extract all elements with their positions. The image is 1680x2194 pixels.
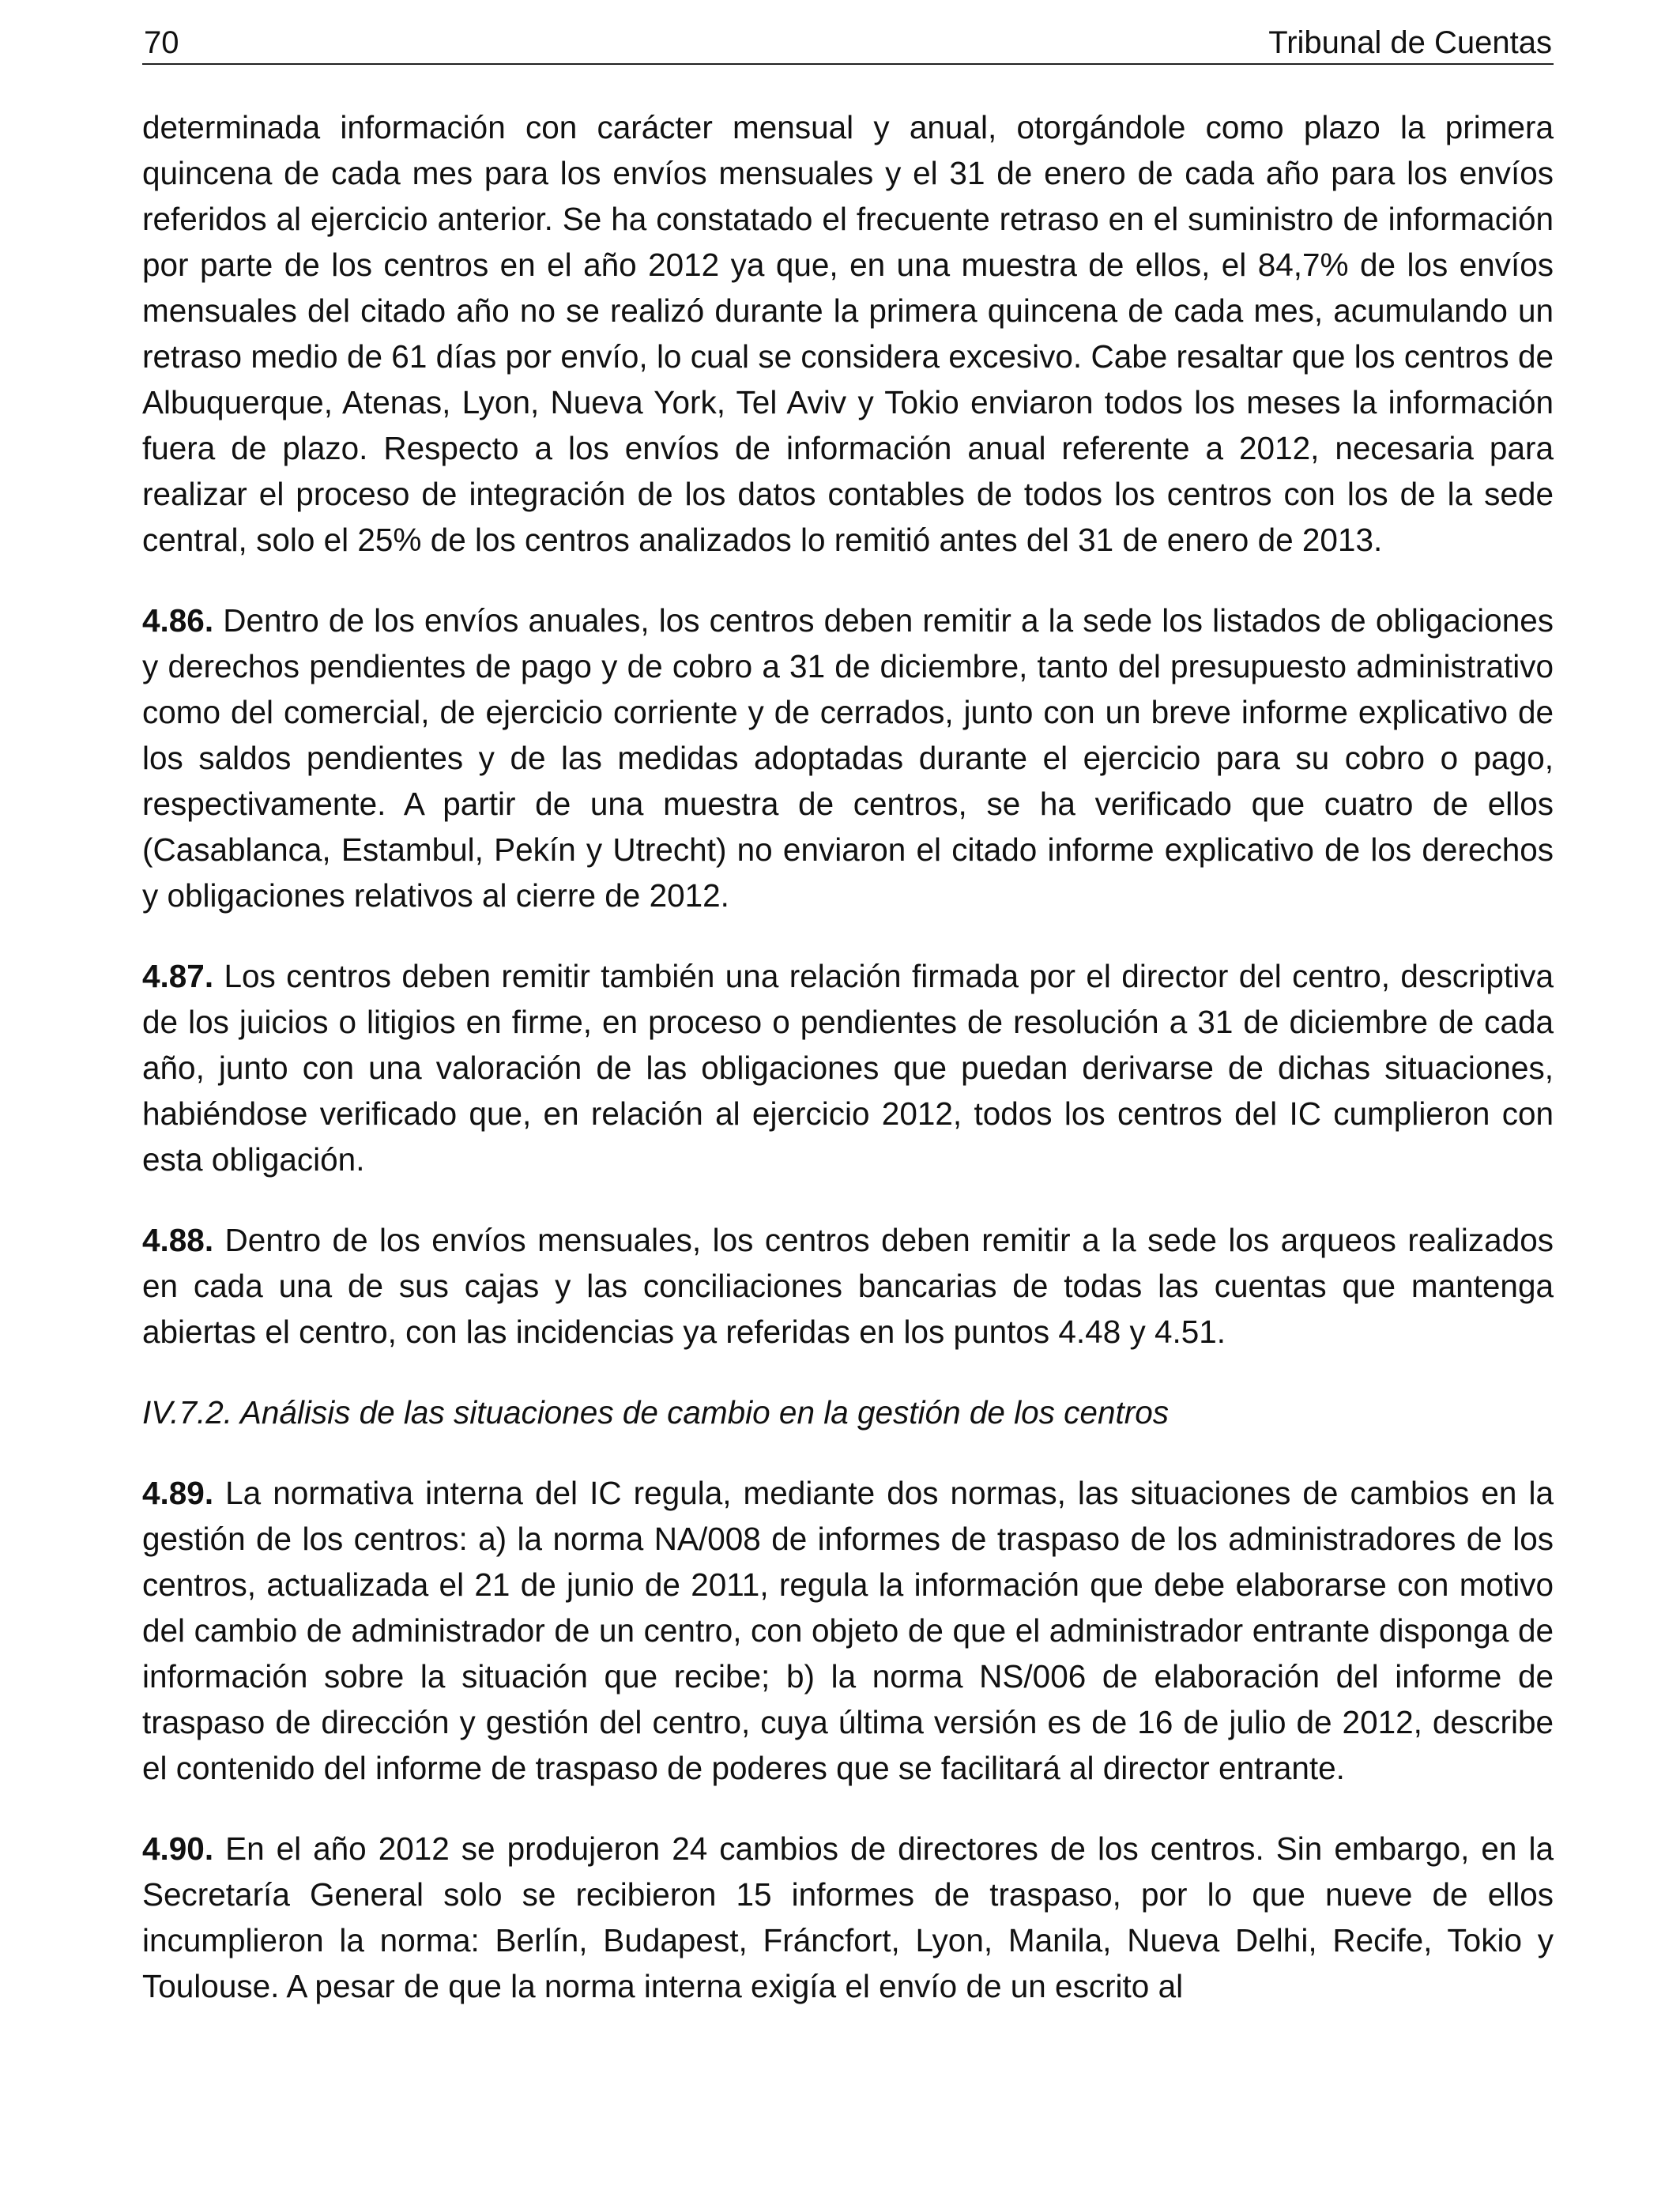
paragraph-text: Dentro de los envíos anuales, los centros deben remitir a la sede los listados de obligaciones y derechos pendientes de pago y de cobro a 31 de diciembre, tanto del presupuesto administrativo como del comercial, de ejercicio corriente y de cerrados, junto con un breve informe explicativo de los saldos pendientes y de las medidas adoptadas durante el ejercicio para su cobro o pago, respectivamente. A partir de una muestra de centros, se ha verificado que cuatro de ellos (Casablanca, Estambul, Pekín y Utrecht) no enviaron el citado informe explicativo de los derechos y obligaciones relativos al cierre de 2012. [142,602,1554,914]
page-number: 70 [144,25,179,60]
paragraph-number: 4.90. [142,1830,214,1867]
page-header [142,22,1554,65]
paragraph-text: Los centros deben remitir también una relación firmada por el director del centro, descriptiva de los juicios o litigios en firme, en proceso o pendientes de resolución a 31 de diciembre de cada año, junto con una valoración de las obligaciones que puedan derivarse de dichas situaciones, habiéndose verificado que, en relación al ejercicio 2012, todos los centros del IC cumplieron con esta obligación. [142,958,1554,1178]
document-body [142,104,1554,2009]
paragraph-4-88 [142,1217,1554,1355]
paragraph-4-86 [142,598,1554,918]
paragraph-continued [142,104,1554,563]
paragraph-number: 4.86. [142,602,214,639]
paragraph-number: 4.89. [142,1475,214,1511]
paragraph-4-89 [142,1470,1554,1791]
paragraph-text: Dentro de los envíos mensuales, los centros deben remitir a la sede los arqueos realizados en cada una de sus cajas y las conciliaciones bancarias de todas las cuentas que mantenga abiertas el centro, con las incidencias ya referidas en los puntos 4.48 y 4.51. [142,1222,1554,1350]
paragraph-text: La normativa interna del IC regula, mediante dos normas, las situaciones de cambios en la gestión de los centros: a) la norma NA/008 de informes de traspaso de los administradores de los centros, actualizada el 21 de junio de 2011, regula la información que debe elaborarse con motivo del cambio de administrador de un centro, con objeto de que el administrador entrante disponga de información sobre la situación que recibe; b) la norma NS/006 de elaboración del informe de traspaso de dirección y gestión del centro, cuya última versión es de 16 de julio de 2012, describe el contenido del informe de traspaso de poderes que se facilitará al director entrante. [142,1475,1554,1786]
paragraph-text: determinada información con carácter mensual y anual, otorgándole como plazo la primera quincena de cada mes para los envíos mensuales y el 31 de enero de cada año para los envíos referidos al ejercicio anterior. Se ha constatado el frecuente retraso en el suministro de información por parte de los centros en el año 2012 ya que, en una muestra de ellos, el 84,7% de los envíos mensuales del citado año no se realizó durante la primera quincena de cada mes, acumulando un retraso medio de 61 días por envío, lo cual se considera excesivo. Cabe resaltar que los centros de Albuquerque, Atenas, Lyon, Nueva York, Tel Aviv y Tokio enviaron todos los meses la información fuera de plazo. Respecto a los envíos de información anual referente a 2012, necesaria para realizar el proceso de integración de los datos contables de todos los centros con los de la sede central, solo el 25% de los centros analizados lo remitió antes del 31 de enero de 2013. [142,109,1554,558]
paragraph-number: 4.88. [142,1222,214,1258]
paragraph-number: 4.87. [142,958,214,994]
paragraph-4-90 [142,1826,1554,2009]
paragraph-4-87 [142,953,1554,1182]
paragraph-text: En el año 2012 se produjeron 24 cambios de directores de los centros. Sin embargo, en la Secretaría General solo se recibieron 15 informes de traspaso, por lo que nueve de ellos incumplieron la norma: Berlín, Budapest, Fráncfort, Lyon, Manila, Nueva Delhi, Recife, Tokio y Toulouse. A pesar de que la norma interna exigía el envío de un escrito al [142,1830,1554,2004]
organization-name: Tribunal de Cuentas [1268,25,1552,60]
section-heading: IV.7.2. Análisis de las situaciones de cambio en la gestión de los centros [142,1394,1169,1431]
